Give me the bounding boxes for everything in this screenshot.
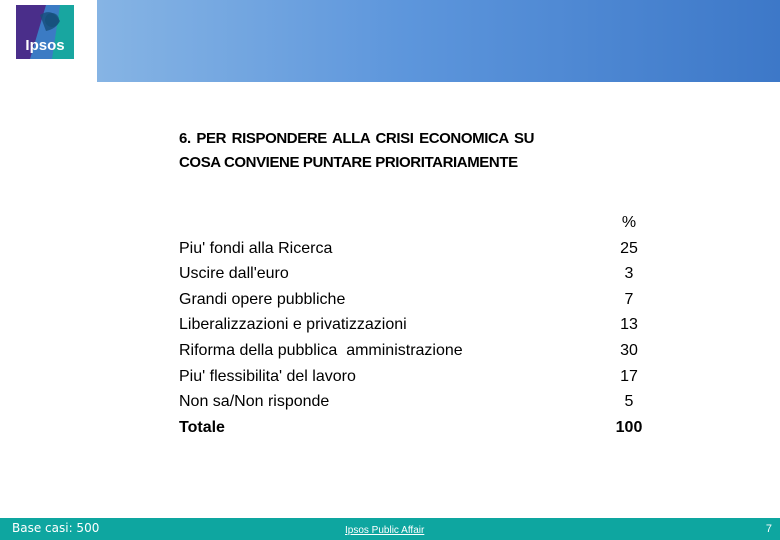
- row-label: Non sa/Non risponde: [179, 393, 330, 411]
- logo-area: [0, 0, 92, 82]
- page-number: 7: [765, 523, 772, 535]
- table-header-row: [179, 210, 649, 236]
- row-value: 25: [620, 239, 638, 257]
- table-row: [179, 312, 649, 338]
- row-value: 17: [620, 367, 638, 385]
- table-row: [179, 287, 649, 313]
- table-row: [179, 338, 649, 364]
- logo-text: Ipsos: [25, 37, 65, 54]
- percent-header: %: [621, 214, 637, 231]
- ipsos-logo: [16, 5, 74, 59]
- question-title: 6. PER RISPONDERE ALLA CRISI ECONOMICA SU COSA CONVIENE PUNTARE PRIORITARIAMENTE: [179, 130, 534, 171]
- row-label: Piu' fondi alla Ricerca: [179, 239, 333, 257]
- row-label: Liberalizzazioni e privatizzazioni: [179, 316, 407, 334]
- table-row: [179, 364, 649, 390]
- row-label: Uscire dall'euro: [179, 265, 289, 283]
- row-value: 5: [624, 393, 634, 411]
- total-label: Totale: [179, 418, 225, 436]
- footer-link[interactable]: Ipsos Public Affair: [345, 525, 425, 536]
- sample-base: Base casi: 500: [12, 521, 100, 535]
- row-value: 13: [620, 316, 638, 334]
- row-value: 30: [620, 341, 638, 359]
- row-label: Grandi opere pubbliche: [179, 290, 346, 308]
- table-row: [179, 389, 649, 415]
- total-row: [179, 415, 649, 441]
- table-row: [179, 236, 649, 262]
- row-label: Piu' flessibilita' del lavoro: [179, 367, 356, 385]
- header-banner: [97, 0, 780, 82]
- row-value: 7: [624, 290, 634, 308]
- row-label: Riforma della pubblica amministrazione: [179, 341, 463, 359]
- row-value: 3: [624, 265, 634, 283]
- total-value: 100: [615, 418, 643, 436]
- footer-bar: [0, 518, 780, 540]
- table-row: [179, 261, 649, 287]
- results-table: [179, 210, 649, 440]
